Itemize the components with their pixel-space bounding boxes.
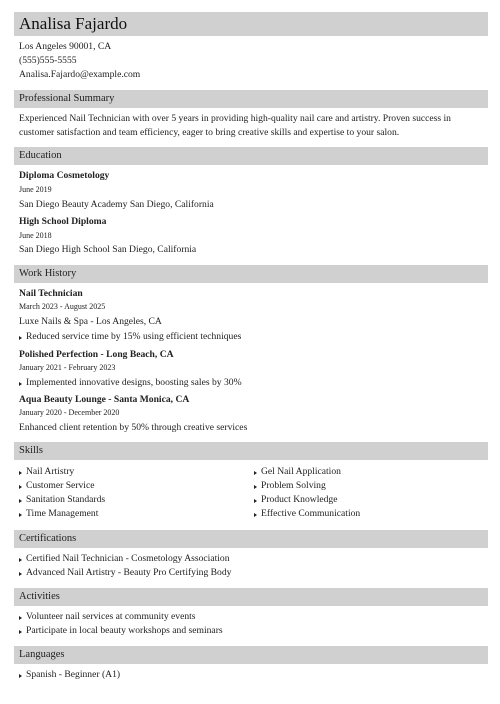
- summary-text: Experienced Nail Technician with over 5 years in providing high-quality nail care and artistry. Proven success in customer satisfaction and team efficiency, eager to bring creative skills and expertise to your salon.: [19, 113, 451, 138]
- activity-item: Participate in local beauty workshops and seminars: [19, 625, 223, 637]
- job-bullet: Implemented innovative designs, boosting sales by 30%: [19, 377, 242, 389]
- certification-item: Certified Nail Technician - Cosmetology Association: [19, 553, 230, 565]
- skill-item: Time Management: [19, 508, 98, 520]
- education-date: June 2019: [19, 185, 52, 194]
- skill-item: Sanitation Standards: [19, 494, 105, 506]
- job-dates: January 2021 - February 2023: [19, 363, 116, 372]
- skill-item: Nail Artistry: [19, 466, 74, 478]
- work-section-header: [14, 265, 488, 283]
- activities-section-header: [14, 588, 488, 606]
- languages-section-title: Languages: [19, 649, 65, 660]
- summary-section-header: [14, 90, 488, 108]
- education-degree: High School Diploma: [19, 216, 107, 227]
- skill-item: Product Knowledge: [254, 494, 337, 506]
- languages-section-header: [14, 646, 488, 664]
- job-dates: March 2023 - August 2025: [19, 302, 106, 311]
- work-section-title: Work History: [19, 268, 77, 279]
- education-school: San Diego Beauty Academy San Diego, California: [19, 199, 214, 210]
- activity-item: Volunteer nail services at community events: [19, 611, 196, 623]
- skills-section-title: Skills: [19, 445, 43, 456]
- job-company: Luxe Nails & Spa - Los Angeles, CA: [19, 316, 162, 327]
- education-section-title: Education: [19, 150, 62, 161]
- contact-address: Los Angeles 90001, CA: [19, 41, 112, 52]
- activities-section-title: Activities: [19, 591, 60, 602]
- skill-item: Gel Nail Application: [254, 466, 341, 478]
- name-header-bar: [14, 12, 488, 36]
- candidate-name: Analisa Fajardo: [19, 14, 128, 33]
- education-degree: Diploma Cosmetology: [19, 170, 110, 181]
- education-section-header: [14, 147, 488, 165]
- contact-phone: (555)555-5555: [19, 55, 77, 66]
- job-title: Aqua Beauty Lounge - Santa Monica, CA: [19, 394, 190, 405]
- education-date: June 2018: [19, 231, 52, 240]
- certifications-section-header: [14, 530, 488, 548]
- job-title: Polished Perfection - Long Beach, CA: [19, 349, 174, 360]
- job-dates: January 2020 - December 2020: [19, 408, 120, 417]
- job-title: Nail Technician: [19, 288, 83, 299]
- contact-email: Analisa.Fajardo@example.com: [19, 69, 141, 80]
- certifications-section-title: Certifications: [19, 533, 77, 544]
- skill-item: Customer Service: [19, 480, 94, 492]
- language-item: Spanish - Beginner (A1): [19, 669, 120, 681]
- skills-section-header: [14, 442, 488, 460]
- education-school: San Diego High School San Diego, California: [19, 244, 197, 255]
- job-bullet: Reduced service time by 15% using efficient techniques: [19, 331, 241, 343]
- job-description: Enhanced client retention by 50% through creative services: [19, 422, 248, 433]
- certification-item: Advanced Nail Artistry - Beauty Pro Certifying Body: [19, 567, 231, 579]
- summary-section-title: Professional Summary: [19, 93, 115, 104]
- skill-item: Effective Communication: [254, 508, 360, 520]
- skill-item: Problem Solving: [254, 480, 326, 492]
